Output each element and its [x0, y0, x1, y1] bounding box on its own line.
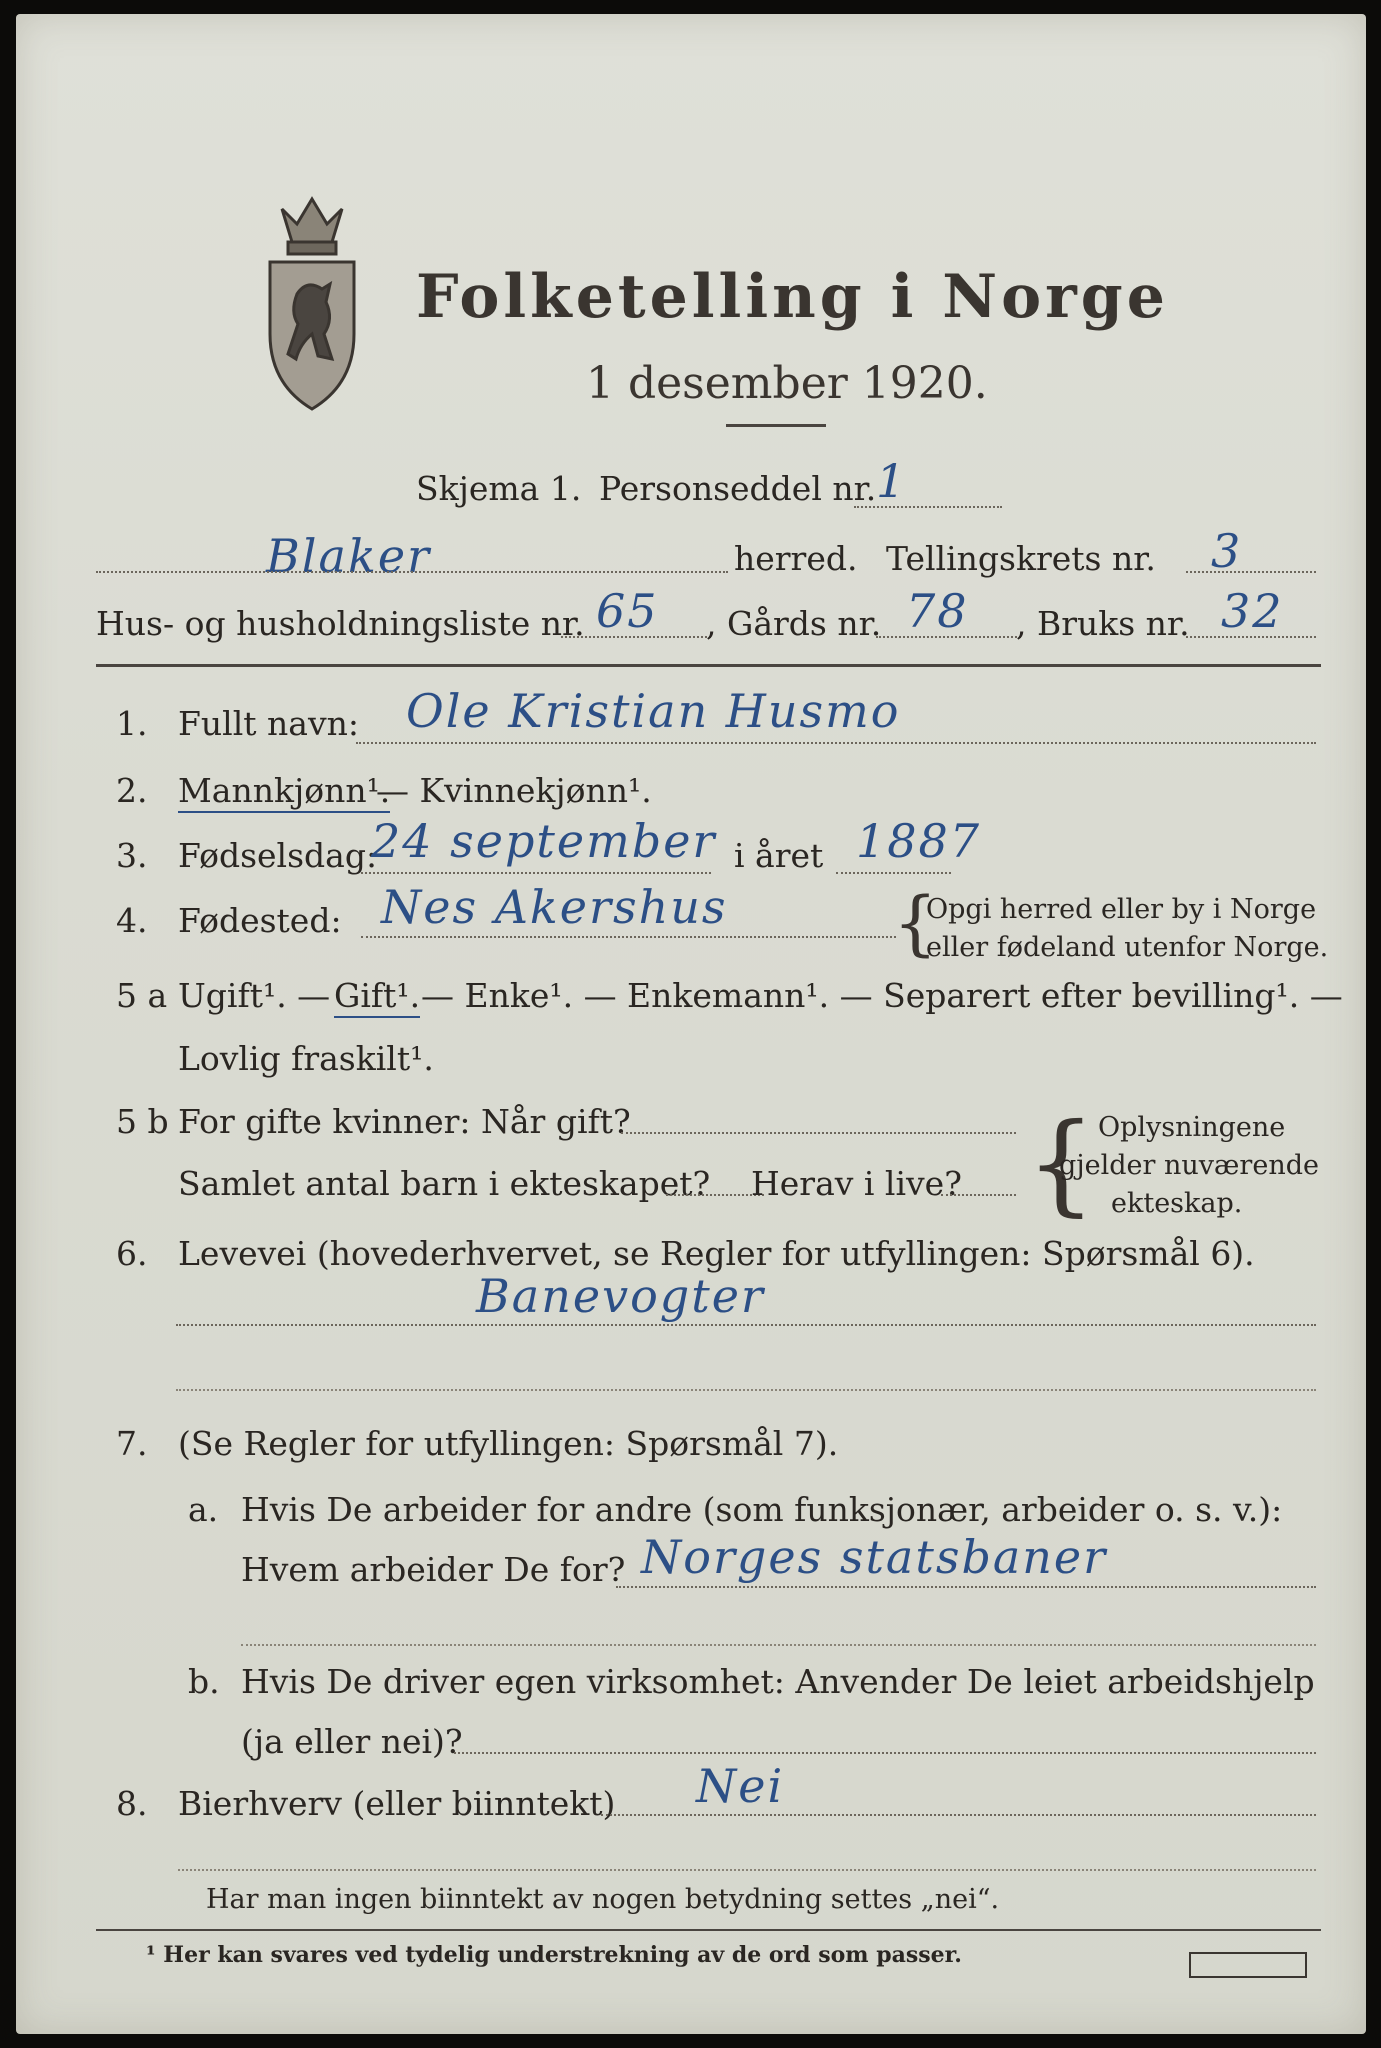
- q5b-number: 5 b: [116, 1102, 169, 1141]
- birthplace-field-line: [361, 936, 896, 938]
- q4-number: 4.: [116, 901, 148, 940]
- schema-label: Skjema 1.: [416, 469, 582, 508]
- male-underline: Mannkjønn¹.: [178, 771, 390, 813]
- occupation-field-line: [176, 1324, 1316, 1326]
- census-date: 1 desember 1920.: [586, 358, 988, 409]
- personseddel-label: Personseddel nr.: [599, 469, 877, 508]
- tellingskrets-label: Tellingskrets nr.: [886, 539, 1156, 578]
- printer-stamp: [1189, 1952, 1307, 1978]
- bruks-value: 32: [1221, 584, 1284, 638]
- q3-number: 3.: [116, 836, 148, 875]
- full-name-value: Ole Kristian Husmo: [406, 684, 901, 738]
- children-count-label: Samlet antal barn i ekteskapet?: [178, 1164, 711, 1203]
- q7-number: 7.: [116, 1424, 148, 1463]
- married-women-label: For gifte kvinner: Når gift?: [178, 1102, 631, 1141]
- hus-field-line: [561, 636, 711, 638]
- q7-label: (Se Regler for utfyllingen: Spørsmål 7).: [178, 1424, 839, 1463]
- herred-value: Blaker: [266, 529, 432, 583]
- q7b-letter: b.: [188, 1662, 220, 1701]
- gender-female-option: — Kvinnekjønn¹.: [376, 771, 652, 810]
- birthdate-field-line: [361, 872, 711, 874]
- gender-male-option: [178, 771, 390, 810]
- q7a-letter: a.: [188, 1490, 219, 1529]
- footnote: ¹ Her kan svares ved tydelig understrekning av de ord som passer.: [146, 1942, 962, 1968]
- q7b-answer-label: (ja eller nei)?: [241, 1722, 463, 1761]
- q5a-number: 5 a: [116, 976, 168, 1015]
- marriage-note-line2: gjelder nuværende: [1059, 1150, 1319, 1181]
- employer-field-line: [616, 1586, 1316, 1588]
- occupation-extra-line: [176, 1389, 1316, 1391]
- q7a-employer-label: Hvem arbeider De for?: [241, 1550, 626, 1589]
- personseddel-value: 1: [876, 454, 908, 508]
- q1-number: 1.: [116, 704, 148, 743]
- q2-number: 2.: [116, 771, 148, 810]
- form-title: Folketelling i Norge: [416, 262, 1169, 332]
- marital-divorced-option: Lovlig fraskilt¹.: [178, 1039, 434, 1078]
- birthplace-note-line2: eller fødeland utenfor Norge.: [926, 932, 1329, 963]
- herred-label: herred.: [734, 539, 858, 578]
- children-alive-field-line: [941, 1194, 1016, 1196]
- employer-value: Norges statsbaner: [641, 1530, 1108, 1584]
- tellingskrets-value: 3: [1211, 524, 1243, 578]
- employer-extra-line: [241, 1644, 1316, 1646]
- coat-of-arms-icon: [252, 184, 372, 414]
- hired-help-field-line: [454, 1752, 1316, 1754]
- marriage-note-brace: {: [1026, 1099, 1096, 1227]
- side-income-value: Nei: [696, 1759, 785, 1813]
- herred-field-line: [96, 571, 728, 573]
- side-income-extra-line: [178, 1869, 1316, 1871]
- gards-field-line: [876, 636, 1021, 638]
- occupation-label: Levevei (hovederhvervet, se Regler for utfyllingen: Spørsmål 6).: [178, 1234, 1255, 1273]
- footer-rule: [96, 1929, 1321, 1931]
- q4-label: Fødested:: [178, 901, 342, 940]
- side-income-label: Bierhverv (eller biinntekt): [178, 1784, 616, 1823]
- q7b-question: Hvis De driver egen virksomhet: Anvender De leiet arbeidshjelp: [241, 1662, 1315, 1701]
- year-label: i året: [734, 836, 824, 875]
- q1-label: Fullt navn:: [178, 704, 359, 743]
- tellingskrets-field-line: [1186, 571, 1316, 573]
- gards-value: 78: [906, 584, 969, 638]
- q6-number: 6.: [116, 1234, 148, 1273]
- title-divider: [726, 424, 826, 427]
- birth-year-value: 1887: [856, 814, 982, 868]
- header-rule: [96, 664, 1321, 667]
- marital-married-option: [334, 976, 420, 1015]
- q7a-question: Hvis De arbeider for andre (som funksjonær, arbeider o. s. v.):: [241, 1490, 1283, 1529]
- marriage-note-line3: ekteskap.: [1111, 1188, 1243, 1219]
- q3-label: Fødselsdag:: [178, 836, 378, 875]
- q8-number: 8.: [116, 1784, 148, 1823]
- birthdate-value: 24 september: [371, 814, 717, 868]
- census-form-sheet: [16, 14, 1366, 2034]
- birth-year-field-line: [836, 872, 951, 874]
- birthplace-note-line1: Opgi herred eller by i Norge: [926, 894, 1317, 925]
- personseddel-field-line: [854, 506, 1002, 508]
- children-count-field-line: [666, 1194, 764, 1196]
- full-name-field-line: [356, 742, 1316, 744]
- marriage-note-line1: Oplysningene: [1098, 1112, 1286, 1143]
- occupation-value: Banevogter: [476, 1269, 765, 1323]
- birthplace-note-brace: {: [893, 882, 938, 964]
- hus-label: Hus- og husholdningsliste nr.: [96, 604, 585, 643]
- birthplace-value: Nes Akershus: [381, 880, 728, 934]
- bruks-field-line: [1186, 636, 1316, 638]
- married-underline: Gift¹.: [334, 976, 420, 1018]
- hus-value: 65: [596, 584, 659, 638]
- side-income-field-line: [601, 1814, 1316, 1816]
- children-alive-label: Herav i live?: [751, 1164, 962, 1203]
- marital-unmarried-option: Ugift¹. —: [178, 976, 331, 1015]
- bruks-label: , Bruks nr.: [1016, 604, 1190, 643]
- marriage-date-field-line: [621, 1132, 1016, 1134]
- side-income-note: Har man ingen biinntekt av nogen betydning settes „nei“.: [206, 1884, 1000, 1915]
- marital-other-options: — Enke¹. — Enkemann¹. — Separert efter bevilling¹. —: [421, 976, 1343, 1015]
- gards-label: , Gårds nr.: [706, 604, 882, 643]
